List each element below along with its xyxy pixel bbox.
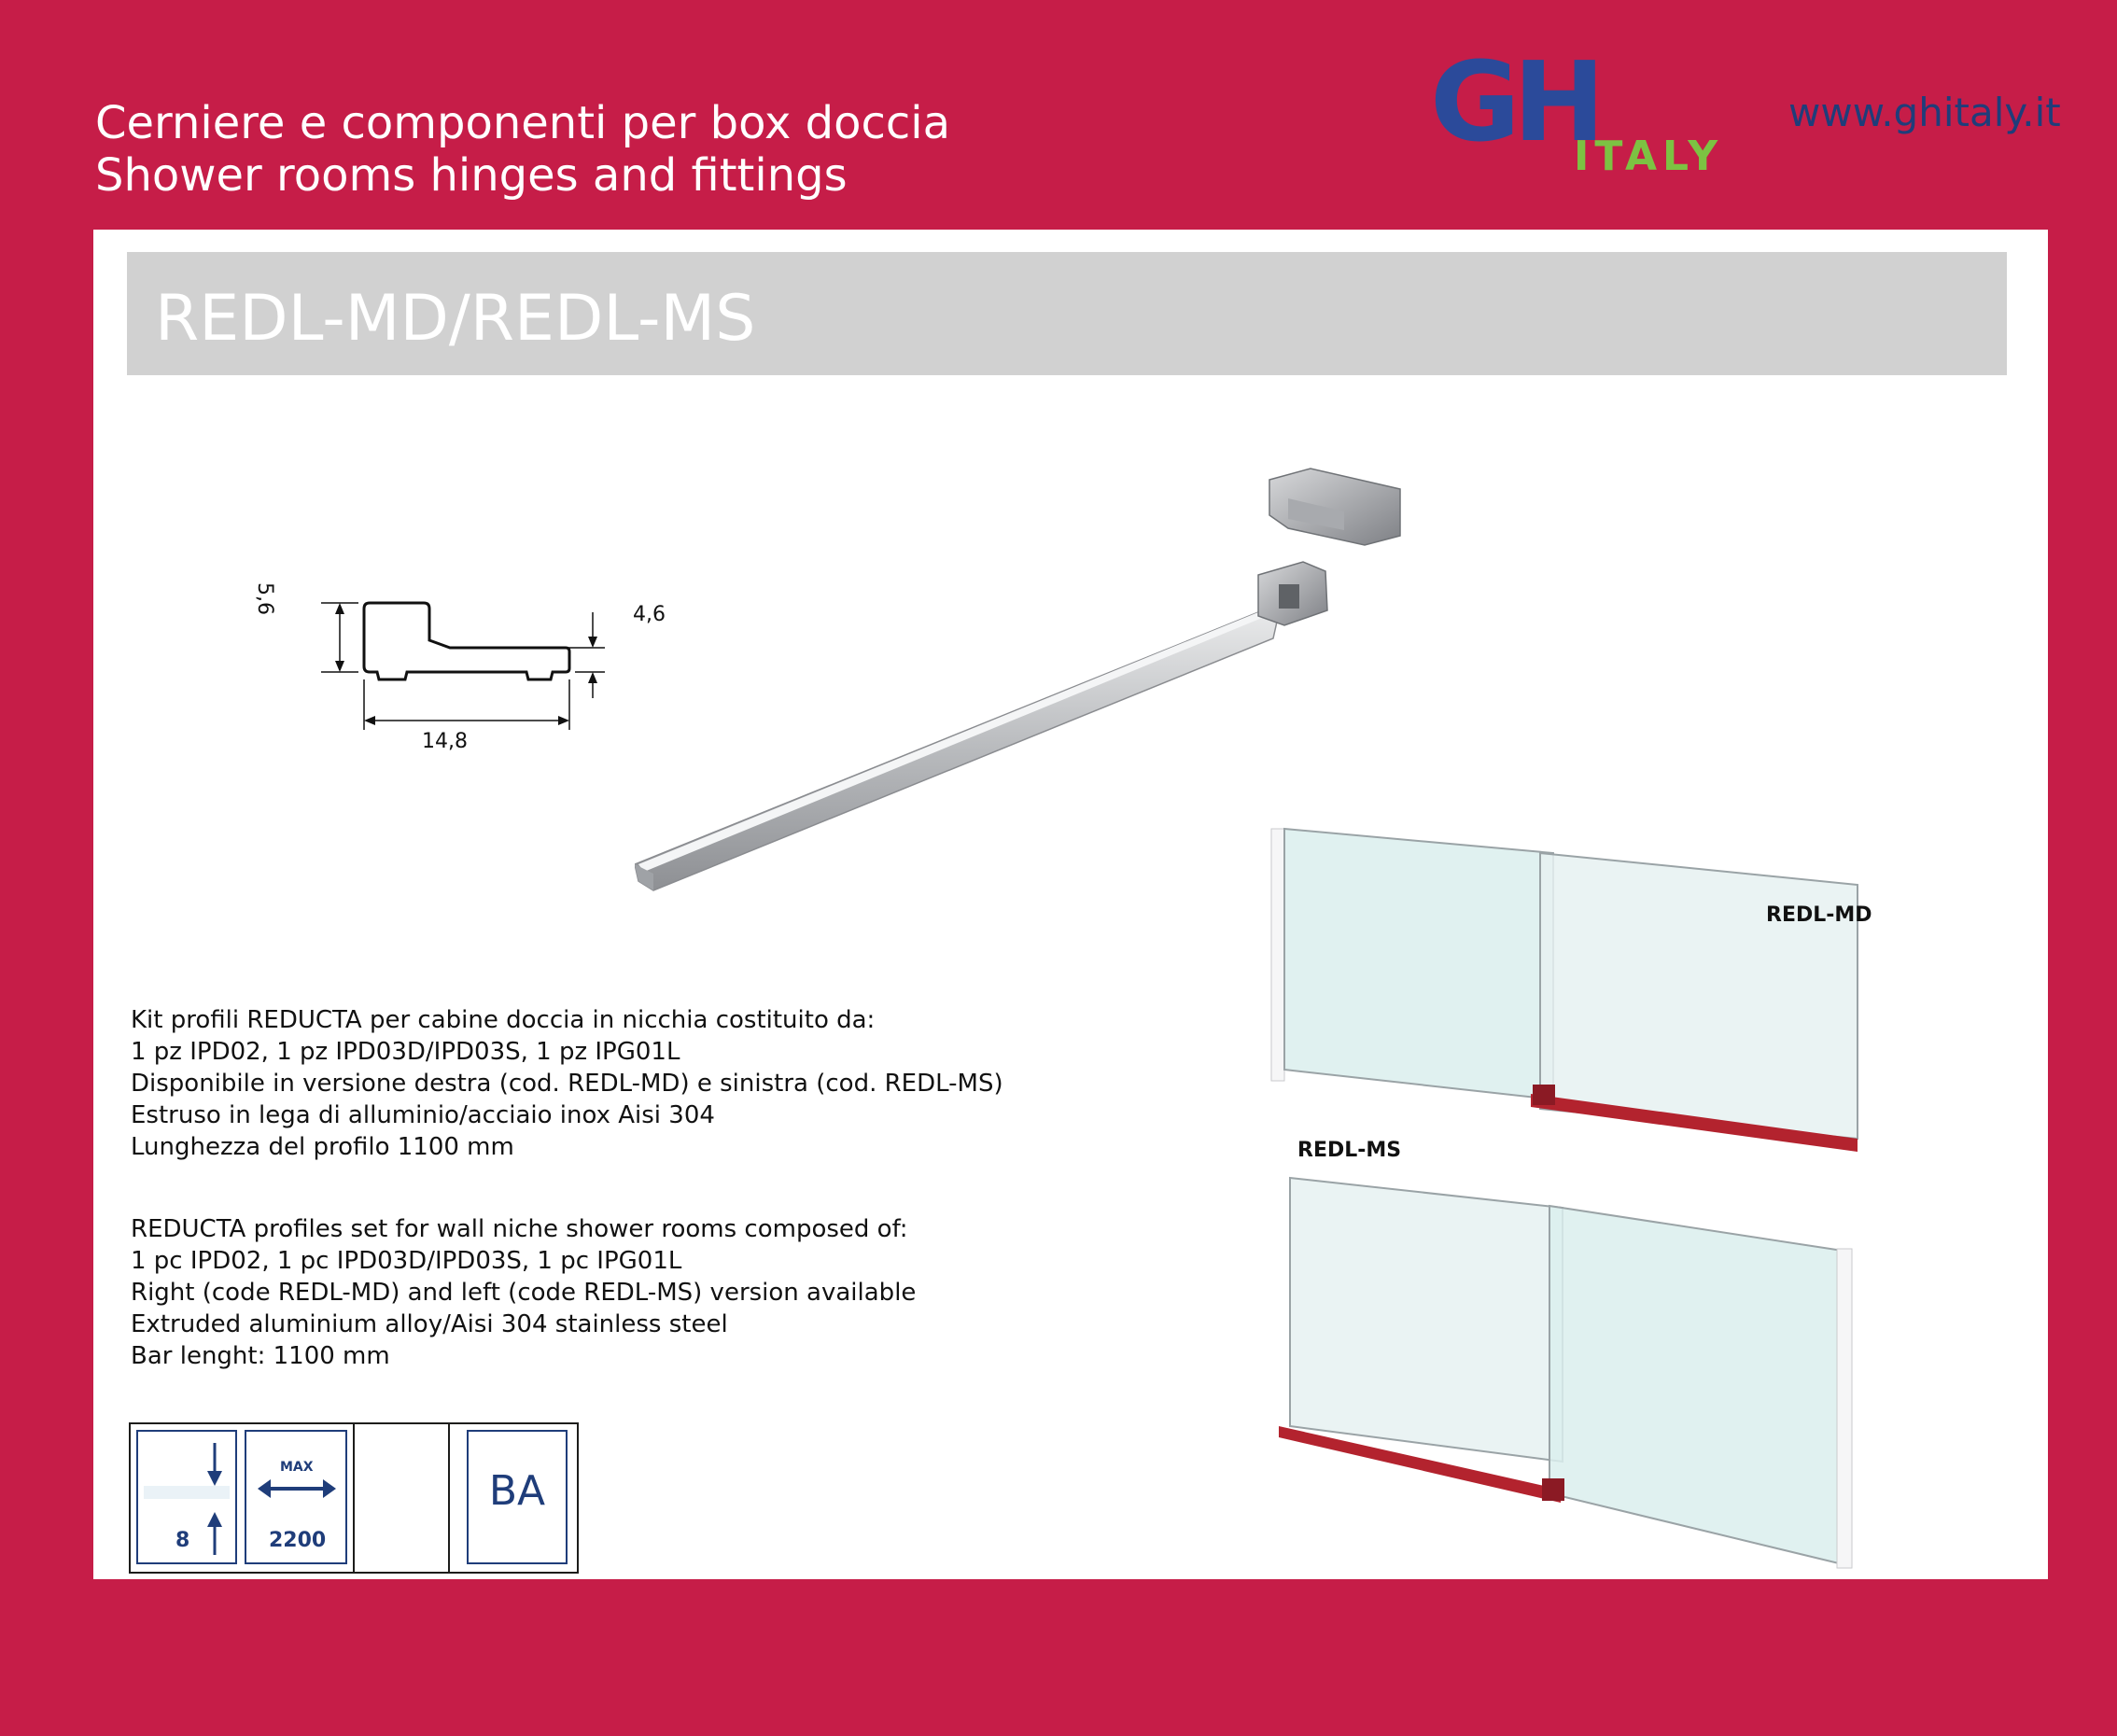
description-en-line: Extruded aluminium alloy/Aisi 304 stainless steel	[131, 1310, 728, 1338]
description-it-line: Estruso in lega di alluminio/acciaio inox Aisi 304	[131, 1101, 715, 1129]
gh-italy-logo	[1430, 54, 1766, 175]
header-title-it: Cerniere e componenti per box doccia	[95, 97, 951, 149]
product-title: REDL-MD/REDL-MS	[155, 282, 756, 356]
dimension-step: 4,6	[633, 603, 666, 626]
product-sheet-panel	[93, 230, 2048, 1579]
description-en-line: REDUCTA profiles set for wall niche shower rooms composed of:	[131, 1215, 908, 1243]
description-en-line: Right (code REDL-MD) and left (code REDL-MS) version available	[131, 1279, 917, 1307]
logo-gh: GH	[1430, 54, 1598, 166]
max-width-icon	[245, 1430, 347, 1564]
profile-section-drawing	[243, 530, 635, 745]
description-it-line: Lunghezza del profilo 1100 mm	[131, 1133, 514, 1161]
bar-body	[635, 612, 1277, 890]
product-title-bar	[127, 252, 2007, 375]
description-it-line: Kit profili REDUCTA per cabine doccia in nicchia costituito da:	[131, 1006, 876, 1034]
dimension-height: 5,6	[253, 582, 276, 615]
profile-outline	[364, 603, 569, 679]
dimension-width: 14,8	[422, 730, 468, 753]
installation-left-version	[1279, 1178, 1852, 1568]
logo-italy: ITALY	[1574, 133, 1724, 175]
spec-icons-strip	[129, 1422, 579, 1574]
description-en	[131, 1213, 916, 1372]
website-link[interactable]: www.ghitaly.it	[1788, 90, 2061, 135]
label-right-version: REDL-MD	[1766, 903, 1872, 927]
description-en-line: 1 pc IPD02, 1 pc IPD03D/IPD03S, 1 pc IPG01L	[131, 1247, 682, 1275]
description-it-line: Disponibile in versione destra (cod. REDL-MD) e sinistra (cod. REDL-MS)	[131, 1070, 1003, 1098]
description-it-line: 1 pz IPD02, 1 pz IPD03D/IPD03S, 1 pz IPG01L	[131, 1038, 680, 1066]
glass-thickness-value: 8	[175, 1529, 190, 1552]
description-en-line: Bar lenght: 1100 mm	[131, 1342, 390, 1370]
description-it	[131, 1004, 1003, 1163]
max-width-value: 2200	[269, 1529, 327, 1552]
finish-code: BA	[488, 1467, 546, 1515]
header-title-en: Shower rooms hinges and fittings	[95, 149, 848, 202]
installation-illustrations	[1260, 818, 1979, 1732]
finish-icon	[467, 1430, 568, 1564]
max-label: MAX	[280, 1460, 314, 1475]
installation-right-version	[1271, 829, 1858, 1152]
glass-thickness-icon	[136, 1430, 237, 1564]
label-left-version: REDL-MS	[1297, 1139, 1402, 1162]
